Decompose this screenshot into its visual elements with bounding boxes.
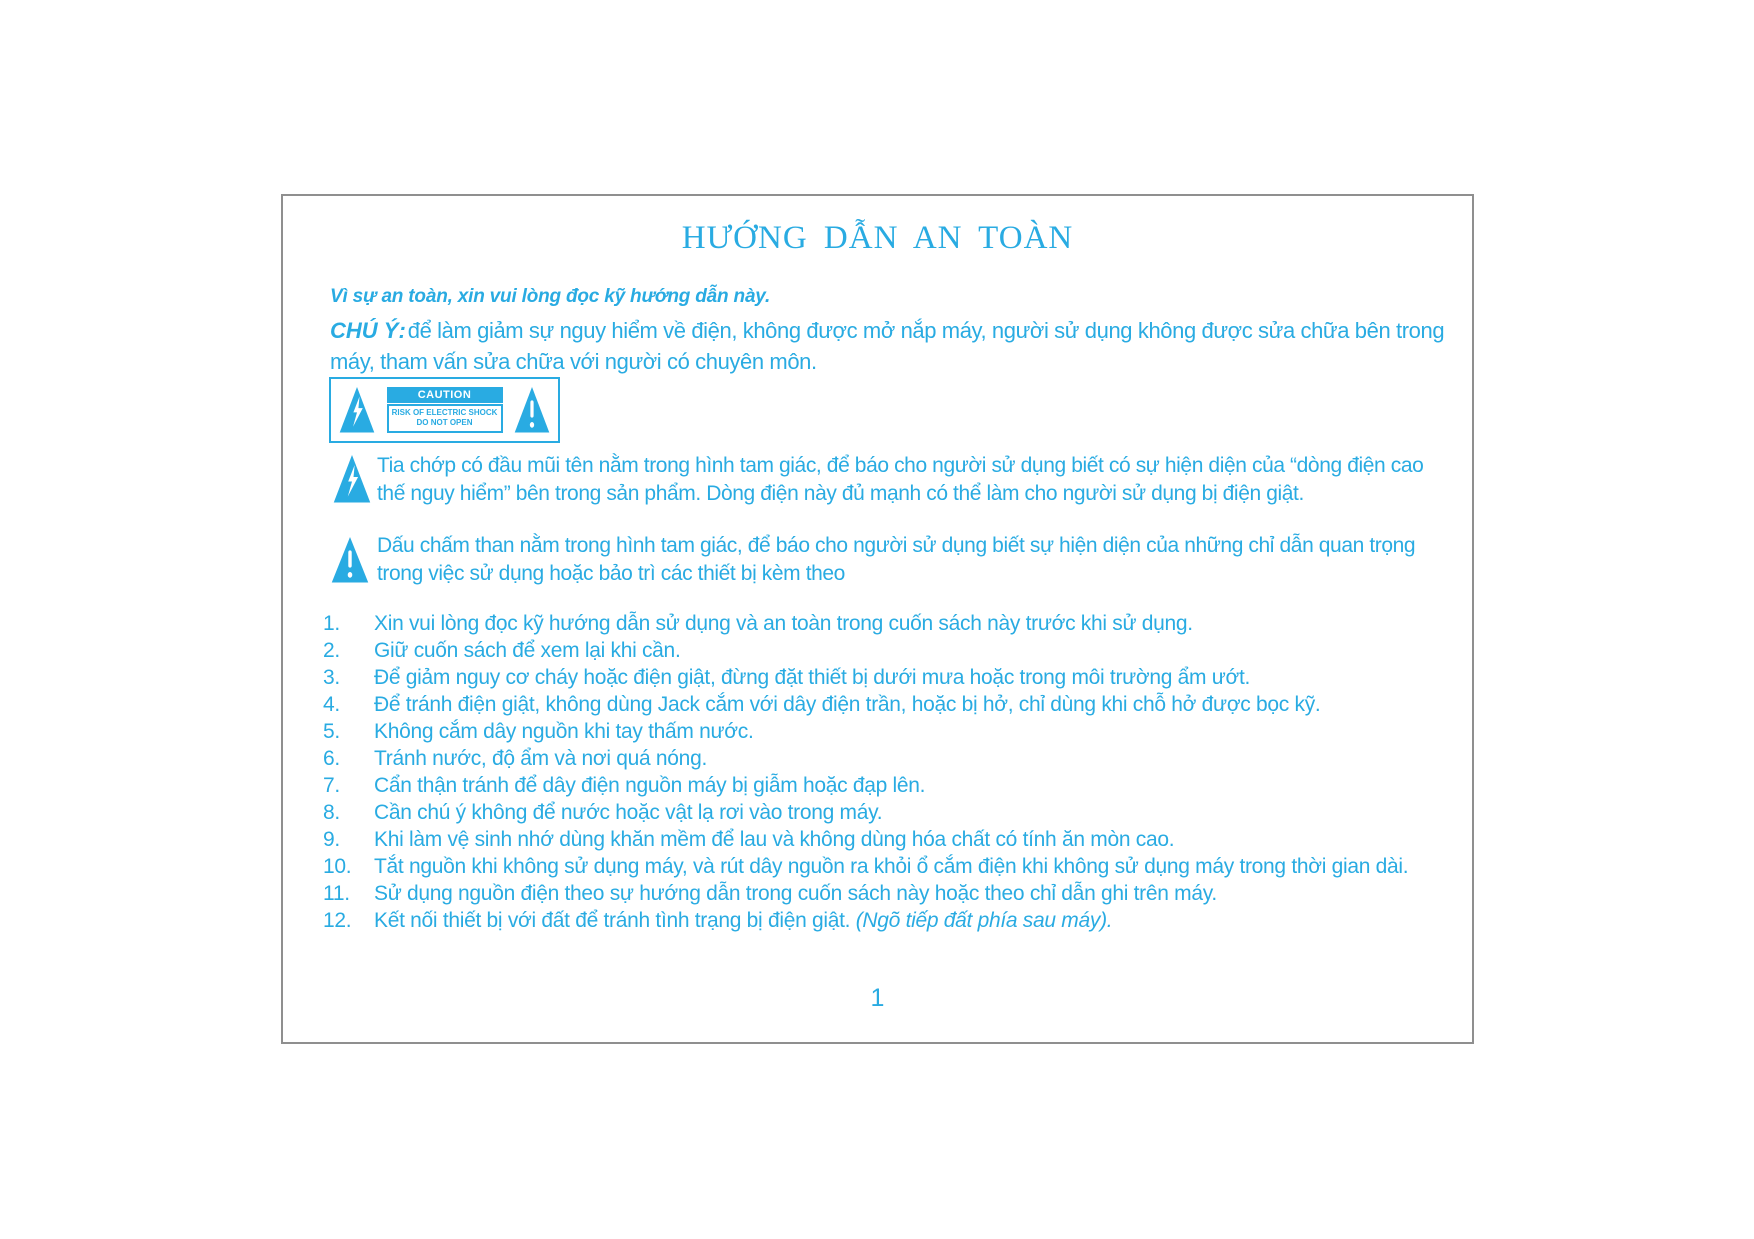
lightning-triangle-icon xyxy=(339,386,375,434)
list-item xyxy=(323,691,1453,718)
page-title: HƯỚNG DẪN AN TOÀN xyxy=(681,220,1074,256)
caution-label-center xyxy=(387,387,503,433)
list-item xyxy=(323,853,1453,880)
safety-instruction-list xyxy=(323,610,1453,934)
list-item-number: 10. xyxy=(323,855,352,878)
list-item-text: Khi làm vệ sinh nhớ dùng khăn mềm để lau và không dùng hóa chất có tính ăn mòn cao. xyxy=(374,828,1175,851)
list-item-text: Cần chú ý không để nước hoặc vật lạ rơi vào trong máy. xyxy=(374,801,883,824)
list-item-text: Xin vui lòng đọc kỹ hướng dẫn sử dụng và an toàn trong cuốn sách này trước khi sử dụng. xyxy=(374,612,1193,635)
exclamation-triangle-icon xyxy=(514,386,550,434)
list-item-text: Tắt nguồn khi không sử dụng máy, và rút dây nguồn ra khỏi ổ cắm điện khi không sử dụng máy trong thời gian dài. xyxy=(374,855,1409,878)
list-item-text: Cẩn thận tránh để dây điện nguồn máy bị giẫm hoặc đạp lên. xyxy=(374,774,926,797)
list-item-text: Không cắm dây nguồn khi tay thấm nước. xyxy=(374,720,754,743)
list-item-number: 3. xyxy=(323,666,340,689)
caution-header: CAUTION xyxy=(387,387,503,403)
list-item xyxy=(323,907,1453,934)
list-item xyxy=(323,826,1453,853)
list-item-text: Để giảm nguy cơ cháy hoặc điện giật, đừng đặt thiết bị dưới mưa hoặc trong môi trường ẩm ướt. xyxy=(374,666,1251,689)
exclamation-triangle-icon xyxy=(331,536,369,584)
list-item xyxy=(323,799,1453,826)
caution-note-label: CHÚ Ý: xyxy=(330,318,406,343)
list-item-number: 12. xyxy=(323,909,352,932)
caution-warning-text xyxy=(387,404,503,433)
list-item-number: 1. xyxy=(323,612,340,635)
warning-exclamation-text: Dấu chấm than nằm trong hình tam giác, để báo cho người sử dụng biết sự hiện diện của những chỉ dẫn quan trọng trong việc sử dụng hoặc bảo trì các thiết bị kèm theo xyxy=(377,534,1416,585)
list-item-text: Sử dụng nguồn điện theo sự hướng dẫn trong cuốn sách này hoặc theo chỉ dẫn ghi trên máy. xyxy=(374,882,1217,905)
lightning-triangle-icon xyxy=(333,454,371,504)
list-item-text: Để tránh điện giật, không dùng Jack cắm với dây điện trần, hoặc bị hở, chỉ dùng khi chỗ hở được bọc kỹ. xyxy=(374,693,1321,716)
list-item-number: 7. xyxy=(323,774,340,797)
page-frame xyxy=(281,194,1474,1044)
list-item-number: 11. xyxy=(323,882,350,905)
list-item xyxy=(323,610,1453,637)
list-item xyxy=(323,637,1453,664)
caution-note-text: để làm giảm sự nguy hiểm về điện, không được mở nắp máy, người sử dụng không được sửa chữa bên trong máy, tham vấn sửa chữa với người có chuyên môn. xyxy=(330,318,1445,374)
list-item-number: 9. xyxy=(323,828,340,851)
list-item-text-italic-note: (Ngõ tiếp đất phía sau máy). xyxy=(855,909,1113,932)
caution-label-box xyxy=(329,377,560,443)
warning-lightning-text: Tia chớp có đầu mũi tên nằm trong hình tam giác, để báo cho người sử dụng biết có sự hiện diện của “dòng điện cao thế nguy hiểm” bên trong sản phẩm. Dòng điện này đủ mạnh có thể làm cho người sử dụng bị điện giật. xyxy=(377,454,1424,505)
list-item xyxy=(323,664,1453,691)
list-item-text: Giữ cuốn sách để xem lại khi cần. xyxy=(374,639,681,662)
safety-lead-text: Vì sự an toàn, xin vui lòng đọc kỹ hướng dẫn này. xyxy=(330,286,771,307)
list-item-number: 2. xyxy=(323,639,340,662)
caution-note xyxy=(330,315,1454,377)
list-item xyxy=(323,718,1453,745)
list-item-number: 6. xyxy=(323,747,340,770)
list-item-text: Tránh nước, độ ẩm và nơi quá nóng. xyxy=(374,747,707,770)
list-item-text xyxy=(374,907,1453,934)
list-item xyxy=(323,745,1453,772)
list-item-number: 5. xyxy=(323,720,340,743)
caution-line1: RISK OF ELECTRIC SHOCK xyxy=(391,408,498,417)
caution-line2: DO NOT OPEN xyxy=(416,418,473,427)
list-item-text-main: Kết nối thiết bị với đất để tránh tình trạng bị điện giật. xyxy=(374,909,856,932)
list-item-number: 4. xyxy=(323,693,340,716)
page-number: 1 xyxy=(870,984,885,1012)
list-item-number: 8. xyxy=(323,801,340,824)
list-item xyxy=(323,772,1453,799)
list-item xyxy=(323,880,1453,907)
